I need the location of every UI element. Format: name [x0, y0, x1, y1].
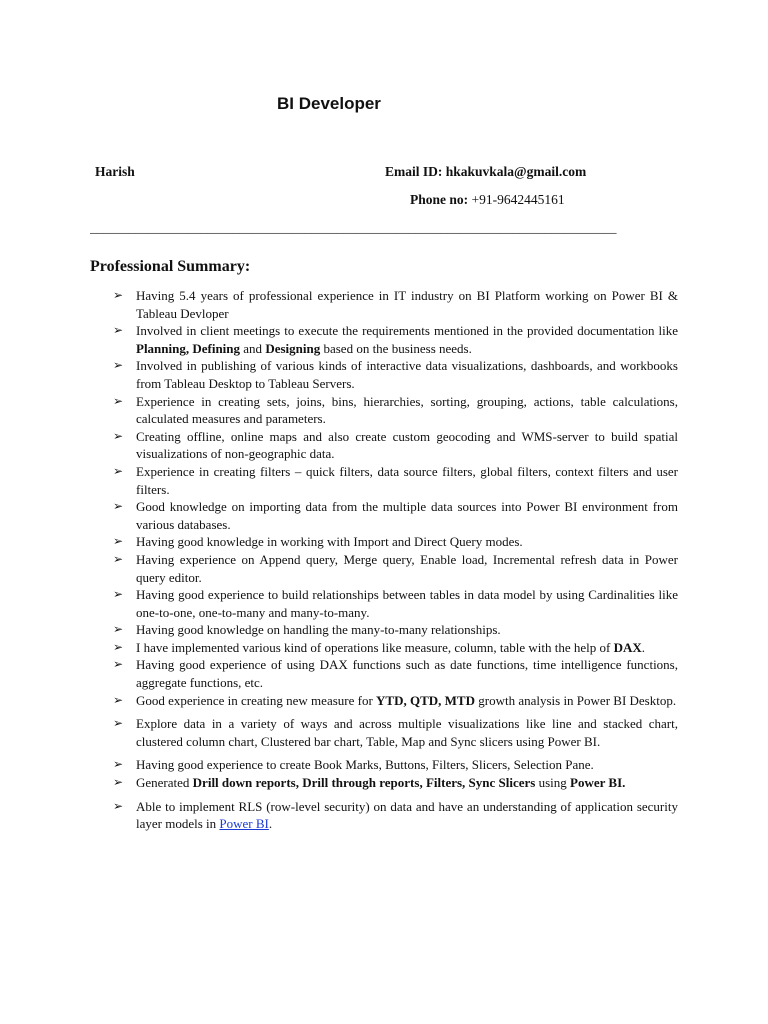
section-heading: Professional Summary: [90, 258, 251, 275]
summary-list [113, 287, 678, 833]
summary-item: ➢ Experience in creating sets, joins, bins, hierarchies, sorting, grouping, actions, table calculations, calculated measures and parameters. [113, 393, 678, 427]
phone-label: Phone no: [410, 192, 469, 207]
phone-line [410, 192, 565, 208]
arrow-bullet-icon: ➢ [113, 499, 124, 514]
arrow-bullet-icon: ➢ [113, 757, 124, 772]
separator-rule: _________________________________________________________________________________ [90, 220, 617, 235]
summary-item: ➢ Having good experience to build relationships between tables in data model by using Cardinalities like one-to-one, one-to-many and many-to-many. [113, 587, 678, 620]
summary-item: ➢ Creating offline, online maps and also create custom geocoding and WMS-server to build spatial visualizations of non-geographic data. [113, 428, 678, 462]
arrow-bullet-icon: ➢ [113, 775, 124, 790]
arrow-bullet-icon: ➢ [113, 639, 124, 654]
summary-item: ➢ Having good knowledge in working with Import and Direct Query modes. [113, 534, 523, 550]
summary-item: ➢ Experience in creating filters – quick filters, data source filters, global filters, context filters and user filters. [113, 463, 678, 497]
summary-item: ➢ Having 5.4 years of professional experience in IT industry on BI Platform working on Power BI & Tableau Devloper [113, 288, 678, 321]
arrow-bullet-icon: ➢ [113, 551, 124, 566]
summary-item: ➢ Explore data in a variety of ways and across multiple visualizations like line and stacked chart, clustered column chart, Clustered bar chart, Table, Map and Sync slicers using Power BI. [113, 716, 678, 749]
arrow-bullet-icon: ➢ [113, 622, 124, 637]
arrow-bullet-icon: ➢ [113, 534, 124, 549]
summary-item: ➢ I have implemented various kind of operations like measure, column, table with the help of DAX. [113, 639, 646, 655]
summary-item: ➢ Involved in client meetings to execute the requirements mentioned in the provided documentation like Planning, Defining and Designing based on the business needs. [113, 323, 678, 356]
arrow-bullet-icon: ➢ [113, 587, 124, 602]
summary-item: ➢ Having good experience to create Book Marks, Buttons, Filters, Slicers, Selection Pane. [113, 757, 594, 773]
phone-value: +91-9642445161 [468, 192, 565, 207]
arrow-bullet-icon: ➢ [113, 657, 124, 672]
arrow-bullet-icon: ➢ [113, 323, 124, 338]
summary-item: ➢ Having good experience of using DAX functions such as date functions, time intelligence functions, aggregate functions, etc. [113, 657, 678, 691]
summary-item: ➢ Involved in publishing of various kinds of interactive data visualizations, dashboards, and workbooks from Tableau Desktop to Tableau Servers. [113, 358, 678, 391]
summary-item: ➢ Generated Drill down reports, Drill through reports, Filters, Sync Slicers using Power BI. [113, 775, 626, 791]
power-bi-link[interactable]: Power BI [219, 816, 269, 832]
arrow-bullet-icon: ➢ [113, 393, 124, 408]
summary-item: ➢ Able to implement RLS (row-level security) on data and have an understanding of application security layer models in Power BI. [113, 798, 678, 832]
arrow-bullet-icon: ➢ [113, 463, 124, 478]
document-title: BI Developer [277, 94, 381, 113]
arrow-bullet-icon: ➢ [113, 692, 124, 707]
candidate-name: Harish [95, 164, 135, 179]
summary-item: ➢ Having good knowledge on handling the many-to-many relationships. [113, 622, 501, 638]
summary-item: ➢ Good knowledge on importing data from the multiple data sources into Power BI environment from various databases. [113, 499, 678, 532]
arrow-bullet-icon: ➢ [113, 358, 124, 373]
summary-item: ➢ Having experience on Append query, Merge query, Enable load, Incremental refresh data in Power query editor. [113, 551, 678, 585]
email-line: Email ID: hkakuvkala@gmail.com [385, 164, 587, 179]
arrow-bullet-icon: ➢ [113, 288, 124, 302]
arrow-bullet-icon: ➢ [113, 716, 124, 731]
arrow-bullet-icon: ➢ [113, 428, 124, 443]
summary-item: ➢ Good experience in creating new measure for YTD, QTD, MTD growth analysis in Power BI Desktop. [113, 692, 677, 708]
arrow-bullet-icon: ➢ [113, 798, 124, 813]
